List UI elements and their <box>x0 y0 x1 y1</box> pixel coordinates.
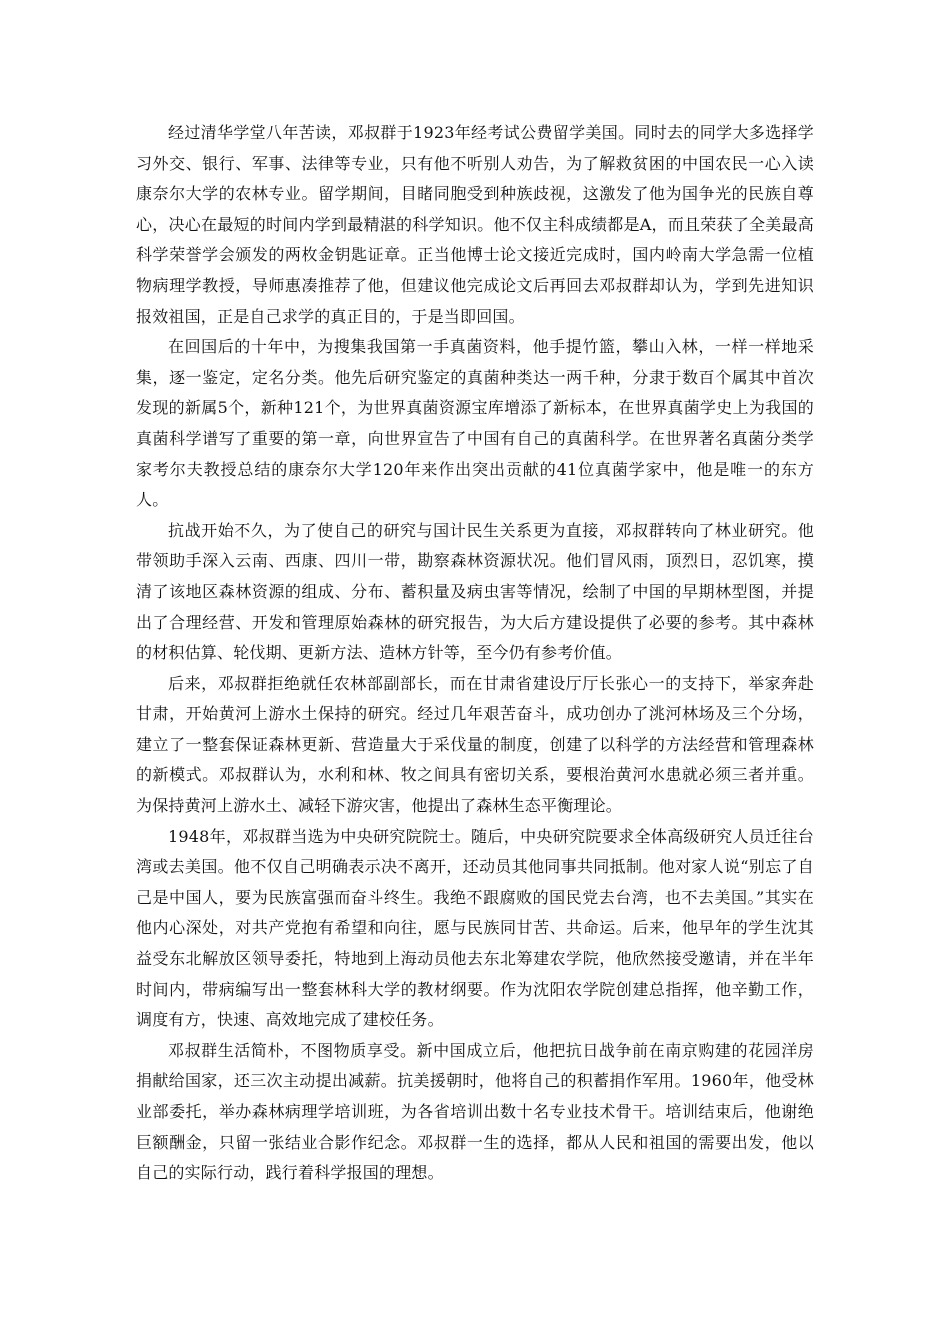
paragraph-2: 在回国后的十年中，为搜集我国第一手真菌资料，他手提竹篮，攀山入林，一样一样地采集，逐一鉴定，定名分类。他先后研究鉴定的真菌种类达一两千种，分隶于数百个属其中首次发现的新属5个，新种121个，为世界真菌资源宝库增添了新标本，在世界真菌学史上为我国的真菌科学谱写了重要的第一章，向世界宣告了中国有自己的真菌科学。在世界著名真菌分类学家考尔夫教授总结的康奈尔大学120年来作出突出贡献的41位真菌学家中，他是唯一的东方人。 <box>136 337 814 510</box>
paragraph-4: 后来，邓叔群拒绝就任农林部副部长，而在甘肃省建设厅厅长张心一的支持下，举家奔赴甘肃，开始黄河上游水土保持的研究。经过几年艰苦奋斗，成功创办了洮河林场及三个分场，建立了一整套保证森林更新、营造量大于采伐量的制度，创建了以科学的方法经营和管理森林的新模式。邓叔群认为，水利和林、牧之间具有密切关系，要根治黄河水患就必须三者并重。为保持黄河上游水土、减轻下游灾害，他提出了森林生态平衡理论。 <box>136 673 814 816</box>
article-body <box>136 118 814 1189</box>
paragraph-6: 邓叔群生活简朴，不图物质享受。新中国成立后，他把抗日战争前在南京购建的花园洋房捐献给国家，还三次主动提出减薪。抗美援朝时，他将自己的积蓄捐作军用。1960年，他受林业部委托，举办森林病理学培训班，为各省培训出数十名专业技术骨干。培训结束后，他谢绝巨额酬金，只留一张结业合影作纪念。邓叔群一生的选择，都从人民和祖国的需要出发，他以自己的实际行动，践行着科学报国的理想。 <box>136 1040 814 1183</box>
paragraph-1: 经过清华学堂八年苦读，邓叔群于1923年经考试公费留学美国。同时去的同学大多选择学习外交、银行、军事、法律等专业，只有他不听别人劝告，为了解救贫困的中国农民一心入读康奈尔大学的农林专业。留学期间，目睹同胞受到种族歧视，这激发了他为国争光的民族自尊心，决心在最短的时间内学到最精湛的科学知识。他不仅主科成绩都是A，而且荣获了全美最高科学荣誉学会颁发的两枚金钥匙证章。正当他博士论文接近完成时，国内岭南大学急需一位植物病理学教授，导师惠凑推荐了他，但建议他完成论文后再回去邓叔群却认为，学到先进知识报效祖国，正是自己求学的真正目的，于是当即回国。 <box>136 123 814 326</box>
paragraph-5: 1948年，邓叔群当选为中央研究院院士。随后，中央研究院要求全体高级研究人员迁往台湾或去美国。他不仅自己明确表示决不离开，还动员其他同事共同抵制。他对家人说“别忘了自己是中国人，要为民族富强而奋斗终生。我绝不跟腐败的国民党去台湾，也不去美国。”其实在他内心深处，对共产党抱有希望和向往，愿与民族同甘苦、共命运。后来，他早年的学生沈其益受东北解放区领导委托，特地到上海动员他去东北筹建农学院，他欣然接受邀请，并在半年时间内，带病编写出一整套林科大学的教材纲要。作为沈阳农学院创建总指挥，他辛勤工作，调度有方，快速、高效地完成了建校任务。 <box>136 826 814 1030</box>
paragraph-3: 抗战开始不久，为了使自己的研究与国计民生关系更为直接，邓叔群转向了林业研究。他带领助手深入云南、西康、四川一带，勘察森林资源状况。他们冒风雨，顶烈日，忍饥寒，摸清了该地区森林资源的组成、分布、蓄积量及病虫害等情况，绘制了中国的早期林型图，并提出了合理经营、开发和管理原始森林的研究报告，为大后方建设提供了必要的参考。其中森林的材积估算、轮伐期、更新方法、造林方针等，至今仍有参考价值。 <box>136 520 814 663</box>
